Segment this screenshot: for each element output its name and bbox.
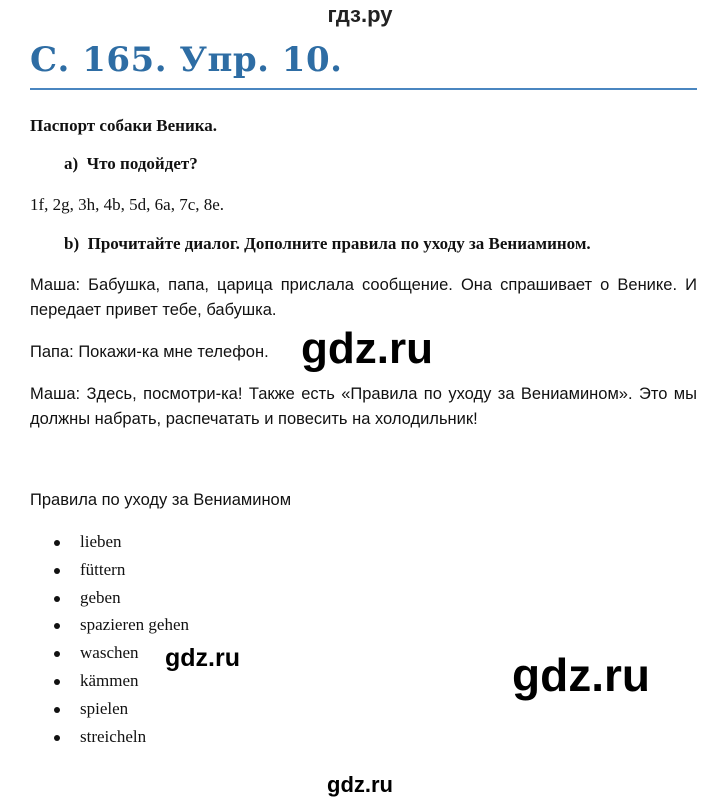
rules-title: Правила по уходу за Вениамином (30, 491, 292, 509)
rule-item: füttern (52, 558, 189, 586)
watermark-center: gdz.ru (297, 324, 437, 374)
section-heading: Паспорт собаки Веника. (30, 116, 218, 135)
rules-list (52, 530, 189, 752)
task-b-label: b) (64, 234, 80, 253)
watermark-right: gdz.ru (512, 649, 650, 701)
watermark-bottom: gdz.ru (327, 772, 393, 797)
rule-item: geben (52, 586, 189, 614)
site-header: гдз.ру (327, 2, 393, 27)
rule-item: lieben (52, 530, 189, 558)
dialog-line-2: Папа: Покажи-ка мне телефон. (30, 343, 269, 361)
dialog-line-1: Маша: Бабушка, папа, царица прислала сообщение. Она спрашивает о Венике. И передает привет тебе, бабушка. (30, 276, 697, 319)
page-title: С. 165. Упр. 10. (30, 40, 343, 80)
task-a-label: a) (64, 154, 79, 173)
rule-item: spazieren gehen (52, 613, 189, 641)
task-b (64, 232, 591, 256)
task-a-question: Что подойдет? (86, 154, 198, 173)
watermark-left: gdz.ru (165, 644, 240, 672)
rule-item: spielen (52, 697, 189, 725)
task-a (64, 152, 198, 176)
task-b-instruction: Прочитайте диалог. Дополните правила по уходу за Вениамином. (87, 234, 591, 253)
title-divider (30, 88, 697, 90)
rule-item: kämmen (52, 669, 189, 697)
rule-item: waschen (52, 641, 189, 669)
answer-a: 1f, 2g, 3h, 4b, 5d, 6a, 7c, 8e. (30, 195, 225, 214)
rule-item: streicheln (52, 725, 189, 753)
dialog-line-3: Маша: Здесь, посмотри-ка! Также есть «Правила по уходу за Вениамином». Это мы должны набрать, распечатать и повесить на холодильник! (30, 385, 697, 428)
